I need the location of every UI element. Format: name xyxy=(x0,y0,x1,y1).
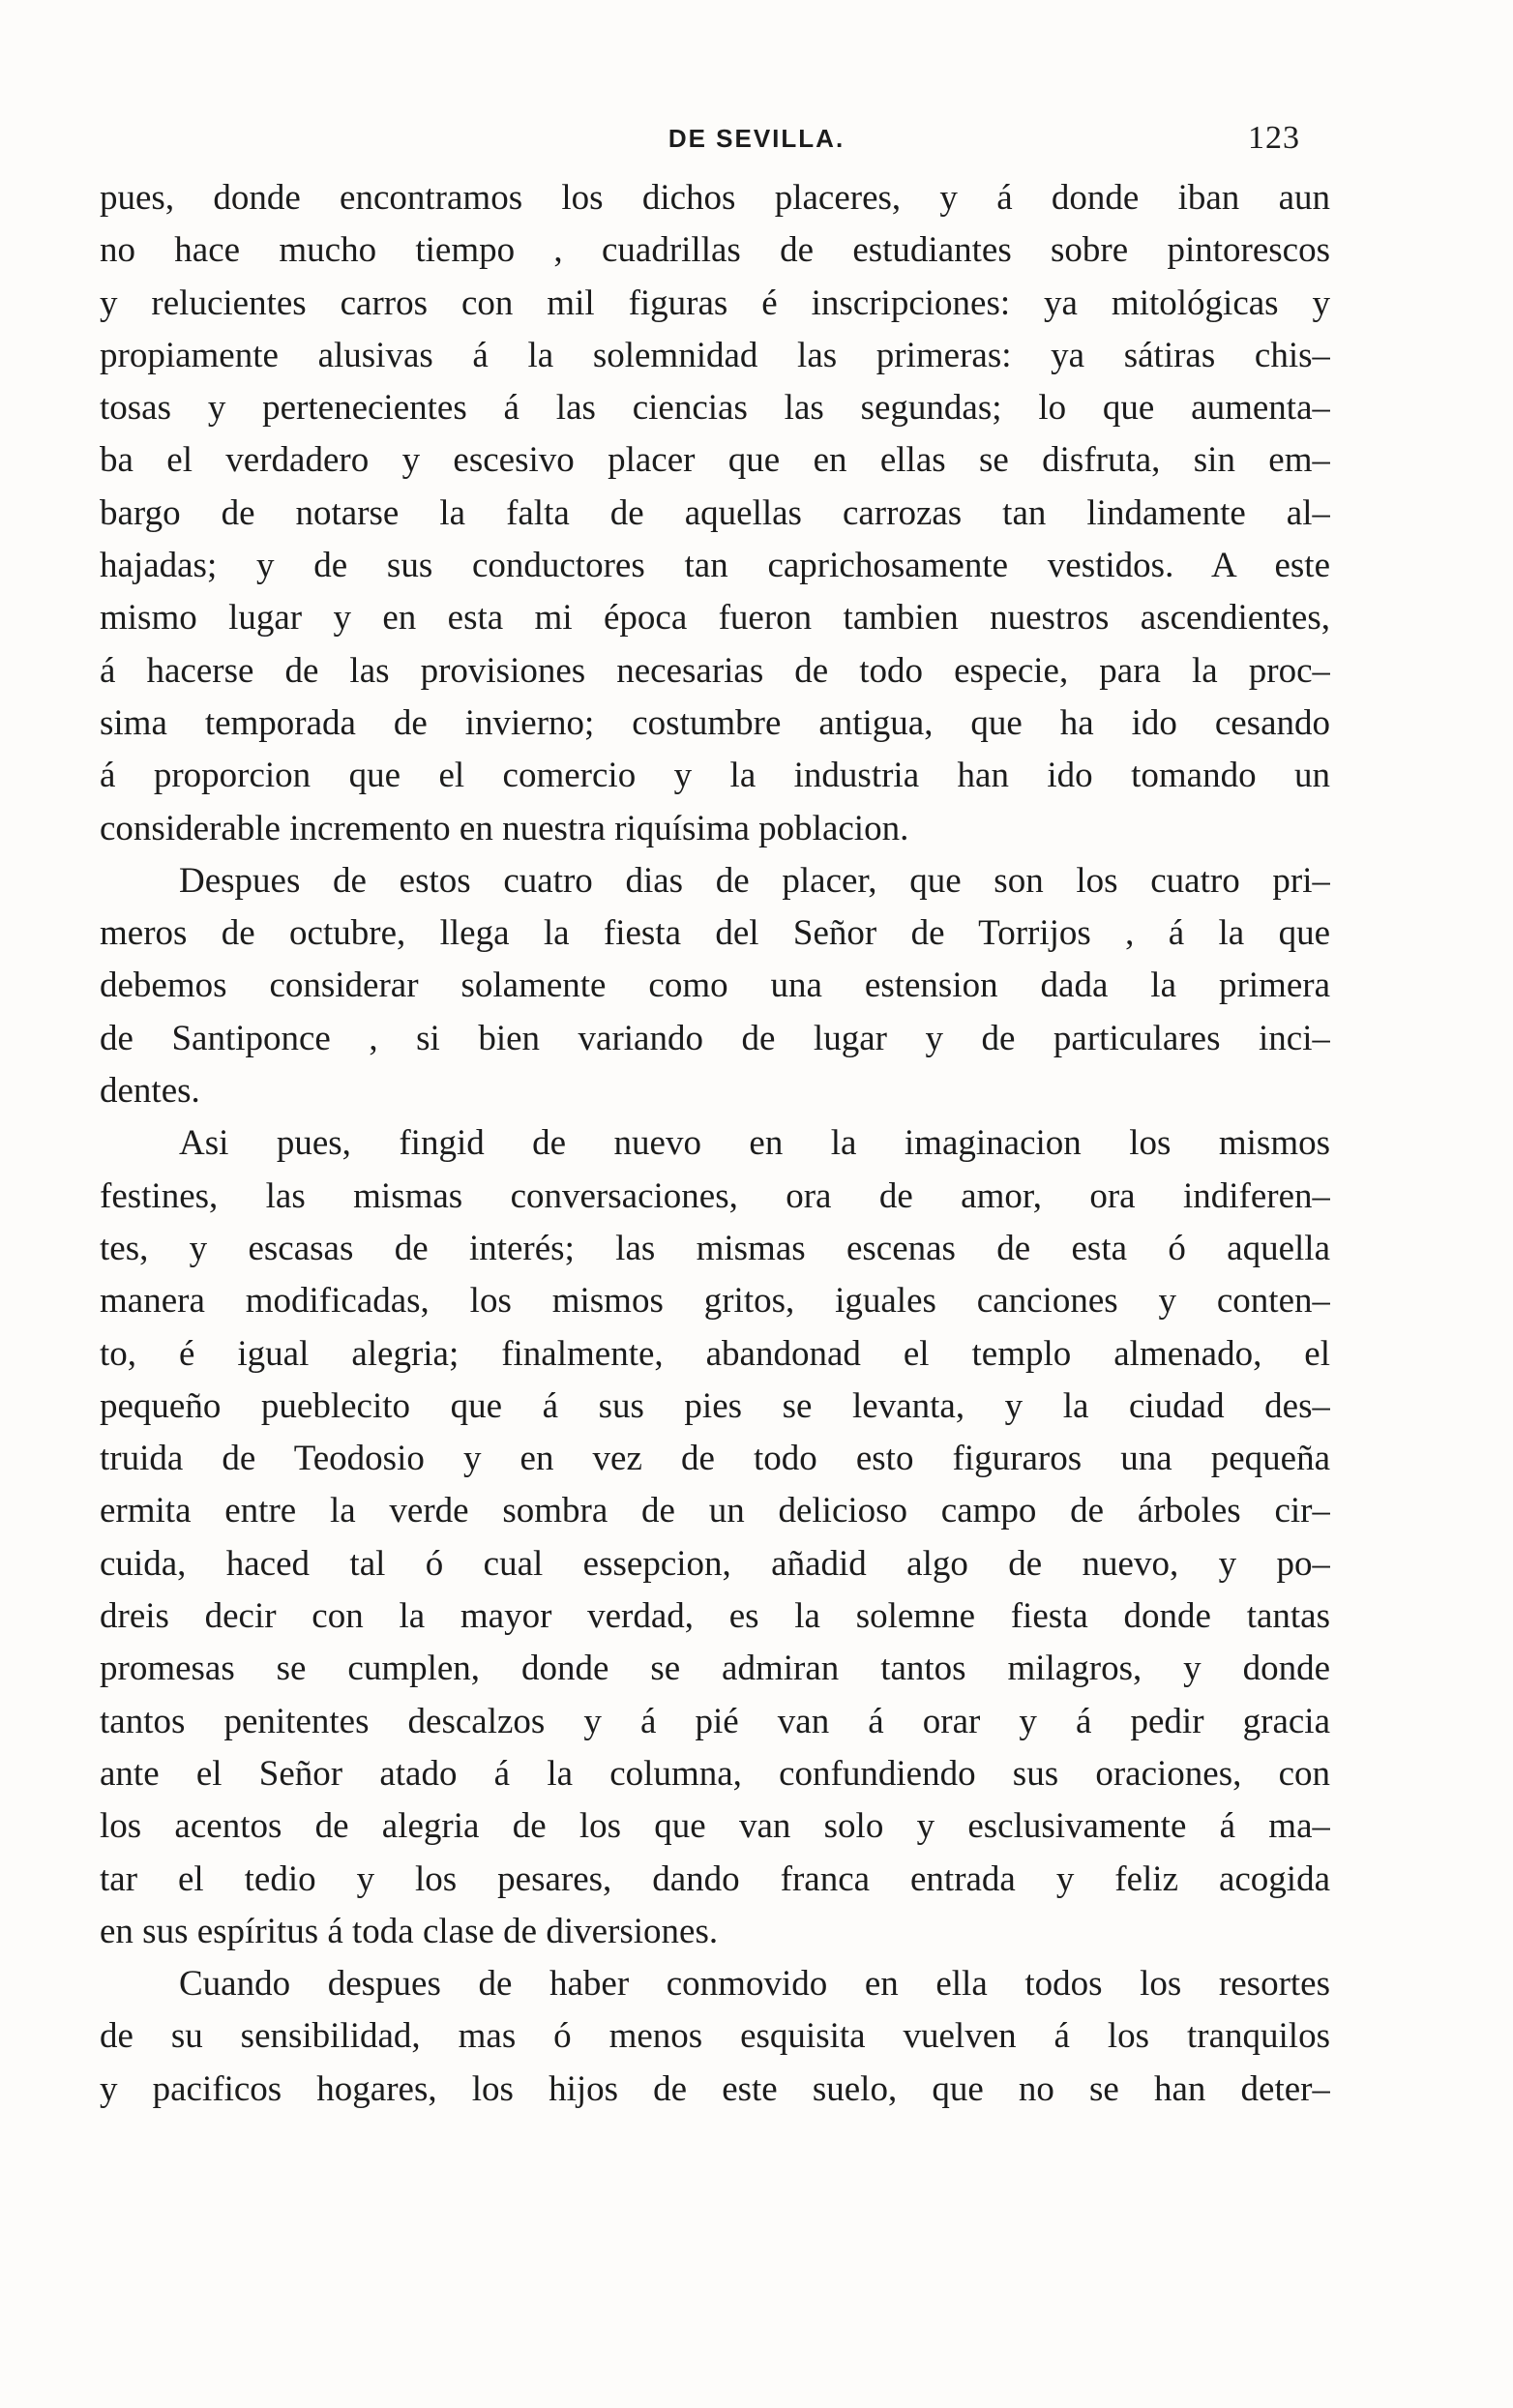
text-line: y relucientes carros con mil figuras é inscripciones: ya mitológicas y xyxy=(100,282,1330,323)
text-line: pues, donde encontramos los dichos placeres, y á donde iban aun xyxy=(100,178,1330,218)
text-line: en sus espíritus á toda clase de diversiones. xyxy=(100,1911,719,1951)
text-line: á proporcion que el comercio y la industria han ido tomando un xyxy=(100,756,1330,796)
text-line: tar el tedio y los pesares, dando franca entrada y feliz acogida xyxy=(100,1858,1330,1899)
text-line: meros de octubre, llega la fiesta del Señor de Torrijos , á la que xyxy=(100,913,1330,954)
text-line: ermita entre la verde sombra de un delicioso campo de árboles cir– xyxy=(100,1491,1330,1531)
text-line: no hace mucho tiempo , cuadrillas de estudiantes sobre pintorescos xyxy=(100,230,1330,271)
text-line: promesas se cumplen, donde se admiran tantos milagros, y donde xyxy=(100,1649,1330,1689)
text-line: ba el verdadero y escesivo placer que en ellas se disfruta, sin em– xyxy=(100,440,1330,481)
text-line: tosas y pertenecientes á las ciencias las segundas; lo que aumenta– xyxy=(100,388,1330,429)
text-line: mismo lugar y en esta mi época fueron tambien nuestros ascendientes, xyxy=(100,598,1330,639)
text-line: truida de Teodosio y en vez de todo esto figuraros una pequeña xyxy=(100,1439,1330,1479)
text-line: dentes. xyxy=(100,1071,200,1112)
text-line: bargo de notarse la falta de aquellas carrozas tan lindamente al– xyxy=(100,492,1330,533)
text-line: festines, las mismas conversaciones, ora de amor, ora indiferen– xyxy=(100,1175,1330,1216)
text-line: cuida, haced tal ó cual essepcion, añadid algo de nuevo, y po– xyxy=(100,1543,1330,1584)
text-line: Cuando despues de haber conmovido en ella todos los resortes xyxy=(179,1964,1330,2005)
text-line: hajadas; y de sus conductores tan caprichosamente vestidos. A este xyxy=(100,546,1330,586)
text-line: ante el Señor atado á la columna, confundiendo sus oraciones, con xyxy=(100,1753,1330,1794)
text-line: sima temporada de invierno; costumbre antigua, que ha ido cesando xyxy=(100,702,1330,743)
text-line: Despues de estos cuatro dias de placer, que son los cuatro pri– xyxy=(179,860,1330,901)
text-line: dreis decir con la mayor verdad, es la solemne fiesta donde tantas xyxy=(100,1596,1330,1637)
text-line: propiamente alusivas á la solemnidad las primeras: ya sátiras chis– xyxy=(100,335,1330,375)
text-line: debemos considerar solamente como una estension dada la primera xyxy=(100,966,1330,1006)
text-line: de su sensibilidad, mas ó menos esquisita vuelven á los tranquilos xyxy=(100,2016,1330,2057)
text-line: to, é igual alegria; finalmente, abandonad el templo almenado, el xyxy=(100,1333,1330,1374)
text-line: de Santiponce , si bien variando de lugar y de particulares inci– xyxy=(100,1018,1330,1058)
text-line: tantos penitentes descalzos y á pié van á orar y á pedir gracia xyxy=(100,1701,1330,1741)
text-line: y pacificos hogares, los hijos de este suelo, que no se han deter– xyxy=(100,2068,1330,2109)
text-line: manera modificadas, los mismos gritos, iguales canciones y conten– xyxy=(100,1281,1330,1322)
running-header xyxy=(0,120,1513,163)
running-title: DE SEVILLA. xyxy=(668,124,846,153)
page-number: 123 xyxy=(1248,120,1300,156)
body-text xyxy=(100,172,1330,2116)
text-line: á hacerse de las provisiones necesarias de todo especie, para la proc– xyxy=(100,650,1330,691)
text-line: tes, y escasas de interés; las mismas escenas de esta ó aquella xyxy=(100,1228,1330,1268)
text-line: Asi pues, fingid de nuevo en la imaginacion los mismos xyxy=(179,1123,1330,1164)
text-line: considerable incremento en nuestra riquísima poblacion. xyxy=(100,808,909,848)
text-line: los acentos de alegria de los que van solo y esclusivamente á ma– xyxy=(100,1806,1330,1847)
text-line: pequeño pueblecito que á sus pies se levanta, y la ciudad des– xyxy=(100,1385,1330,1426)
